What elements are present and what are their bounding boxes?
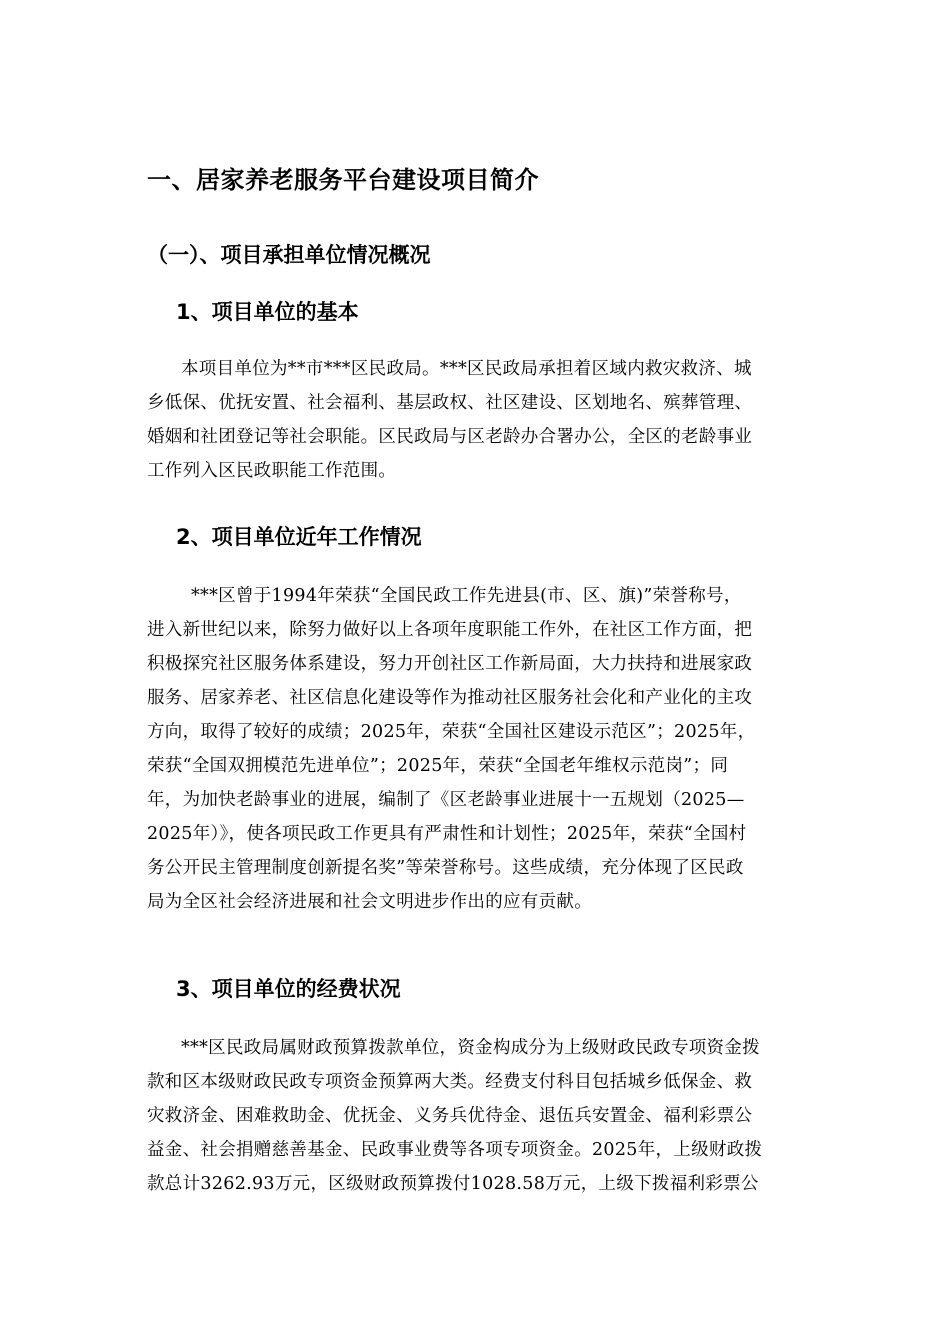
subsection-heading-3: 3、项目单位的经费状况	[176, 977, 401, 1001]
paragraph-line: 务公开民主管理制度创新提名奖”等荣誉称号。这些成绩，充分体现了区民政	[147, 858, 744, 878]
paragraph-line: 工作列入区民政职能工作范围。	[147, 461, 397, 481]
paragraph-line: 婚姻和社团登记等社会职能。区民政局与区老龄办合署办公，全区的老龄事业	[147, 427, 753, 447]
paragraph-line: 2025年）》，使各项民政工作更具有严肃性和计划性；2025年，荣获“全国村	[147, 824, 747, 844]
paragraph-basic-info	[147, 352, 802, 488]
paragraph-line: ***区民政局属财政预算拨款单位，资金构成分为上级财政民政专项资金拨	[181, 1038, 760, 1058]
paragraph-line: 进入新世纪以来，除努力做好以上各项年度职能工作外，在社区工作方面，把	[147, 620, 753, 640]
paragraph-line: ***区曾于1994年荣获“全国民政工作先进县(市、区、旗)”荣誉称号，	[191, 586, 742, 606]
paragraph-line: 款和区本级财政民政专项资金预算两大类。经费支付科目包括城乡低保金、救	[147, 1072, 753, 1092]
paragraph-funding	[147, 1031, 802, 1201]
paragraph-line: 灾救济金、困难救助金、优抚金、义务兵优待金、退伍兵安置金、福利彩票公	[147, 1106, 753, 1126]
paragraph-line: 局为全区社会经济进展和社会文明进步作出的应有贡献。	[147, 892, 592, 912]
document-title: 一、居家养老服务平台建设项目简介	[147, 166, 539, 194]
paragraph-line: 益金、社会捐赠慈善基金、民政事业费等各项专项资金。2025年，上级财政拨	[147, 1140, 763, 1160]
paragraph-line: 年，为加快老龄事业的进展，编制了《区老龄事业进展十一五规划（2025—	[147, 790, 745, 810]
subsection-heading-1: 1、项目单位的基本	[176, 300, 359, 324]
section-heading-1: （一）、项目承担单位情况概况	[147, 243, 431, 267]
paragraph-recent-work	[147, 579, 802, 919]
paragraph-line: 本项目单位为**市***区民政局。***区民政局承担着区域内救灾救济、城	[181, 359, 752, 379]
paragraph-line: 方向，取得了较好的成绩；2025年，荣获“全国社区建设示范区”；2025年，	[147, 722, 756, 742]
paragraph-line: 服务、居家养老、社区信息化建设等作为推动社区服务社会化和产业化的主攻	[147, 688, 753, 708]
paragraph-line: 积极探究社区服务体系建设，努力开创社区工作新局面，大力扶持和进展家政	[147, 654, 753, 674]
paragraph-line: 款总计3262.93万元，区级财政预算拨付1028.58万元，上级下拨福利彩票公	[147, 1174, 759, 1194]
paragraph-line: 乡低保、优抚安置、社会福利、基层政权、社区建设、区划地名、殡葬管理、	[147, 393, 753, 413]
subsection-heading-2: 2、项目单位近年工作情况	[176, 525, 422, 549]
paragraph-line: 荣获“全国双拥模范先进单位”；2025年，荣获“全国老年维权示范岗”；同	[147, 756, 729, 776]
